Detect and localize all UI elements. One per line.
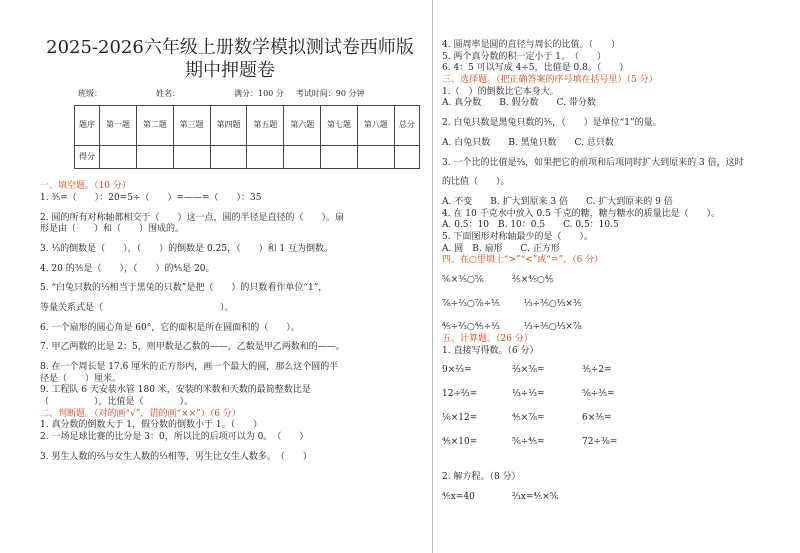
judge-5: 5. 两个真分数的积一定小于 1。 （ ） [442, 51, 607, 62]
section-fill-blank: 一、填空题。（10 分） [40, 181, 131, 192]
calc-row [442, 389, 787, 401]
compare-item: ⅖×⅘○⅘ [512, 275, 554, 285]
compare-row [442, 299, 787, 311]
calc-item: 9×⅔= [442, 365, 472, 376]
choice-1-options: A. 真分数 B. 假分数 C. 带分数 [442, 98, 596, 109]
score-cell[interactable] [173, 146, 210, 169]
score-table-col: 第四题 [210, 106, 247, 146]
section-true-false: 二、判断题。（对的画“√”，错的画“××”）（6 分） [40, 408, 241, 419]
choice-3: 3. 一个比的比值是⅔，如果把它的前项和后项同时扩大到原来的 3 倍，这时 [442, 157, 744, 168]
score-table-col: 第五题 [247, 106, 284, 146]
choice-1: 1.（ ）的倒数比它本身大。 [442, 86, 559, 97]
equation-row [442, 492, 787, 504]
calc-row [442, 365, 787, 377]
score-cell[interactable] [136, 146, 173, 169]
judge-2: 2. 一场足球比赛的比分是 3：0，所以比的后项可以为 0。 （ ） [40, 432, 309, 443]
score-cell[interactable] [100, 146, 137, 169]
judge-6: 6. 4：5 可以写成 4÷5，比值是 0.8。（ ） [442, 63, 629, 74]
score-cell[interactable] [321, 146, 358, 169]
choice-5: 5. 下面图形对称轴最少的是（ ）。 [442, 231, 593, 242]
compare-item: ⅘÷⅔○⅘÷⅓ [442, 322, 500, 333]
compare-item: ⅞÷⅔○⅞÷⅕ [442, 298, 500, 309]
section-calculation: 五、计算题。（26 分） [442, 334, 533, 345]
equation-item: ⅔x=⅘×⅚ [512, 491, 559, 502]
question-5-cont: 等量关系式是（ ）。 [40, 302, 234, 313]
choice-4: 4. 在 10 千克水中放入 0.5 千克的糖，糖与糖水的质量比是（ ）。 [442, 208, 721, 219]
choice-2: 2. 白兔只数是黑兔只数的⅗，（ ）是单位“1”的量。 [442, 118, 662, 129]
time-label: 考试时间：90 分钟 [295, 88, 365, 98]
question-8-cont: 径是（ ）厘米。 [40, 373, 122, 384]
question-8: 8. 在一个周长是 17.6 厘米的正方形内，画一个最大的圆，那么这个圆的半 [40, 362, 339, 373]
question-3: 3. ⅓的倒数是（ ），（ ）的倒数是 0.25，（ ）和 1 互为倒数。 [40, 243, 334, 254]
right-column [442, 40, 787, 504]
left-column [40, 36, 420, 464]
judge-1: 1. 真分数的倒数大于 1，假分数的倒数小于 1。（ ） [40, 420, 263, 431]
compare-item: ⅓÷⅗○⅓×⅞ [523, 322, 582, 333]
score-table-col: 第六题 [284, 106, 321, 146]
calc-item: 72÷⅜= [582, 436, 618, 447]
page-subtitle: 期中押题卷 [185, 60, 275, 82]
compare-row [442, 322, 787, 334]
choice-3-options: A. 不变 B. 扩大到原来 3 倍 C. 扩大到原来的 9 倍 [442, 196, 673, 207]
calc-item: ⅚÷⅘= [512, 436, 545, 447]
calc-item: ⅓÷⅓= [512, 389, 545, 400]
calc-item: 6×⅗= [582, 412, 612, 423]
equation-title: 2. 解方程。（8 分） [442, 472, 521, 483]
question-1: 1. ⅗=（ ）：20=5÷（ ）=——=（ ）：35 [40, 192, 262, 203]
question-6: 6. 一个扇形的圆心角是 60°，它的面积是所在圆面积的（ ）。 [40, 322, 300, 333]
question-5: 5. “白兔只数的⅓相当于黑兔的只数”是把（ ）的只数看作单位“1”， [40, 283, 328, 294]
question-9: 9. 工程队 6 天安装水管 180 米，安装的米数和天数的最简整数比是 [40, 385, 311, 396]
calc-item: ⅙×12= [442, 412, 478, 423]
exam-meta [78, 89, 420, 99]
calc-item: 12÷⅔= [442, 389, 478, 400]
judge-4: 4. 圆周率是圆的直径与周长的比值。（ ） [442, 40, 620, 50]
choice-3-cont: 的比值（ ）。 [442, 177, 510, 188]
calc-row [442, 437, 787, 449]
score-cell[interactable] [357, 146, 394, 169]
calc-item: ⅘×⅞= [512, 412, 545, 423]
name-label: 姓名： [156, 88, 180, 98]
score-table-col: 总分 [394, 106, 419, 146]
question-7: 7. 甲乙两数的比是 2：5，则甲数是乙数的——，乙数是甲乙两数和的——。 [40, 342, 345, 353]
question-9-cont: （ ），比值是（ ）。 [40, 397, 194, 408]
score-table-col: 第八题 [357, 106, 394, 146]
calc-item: ⅗÷2= [582, 365, 612, 376]
equation-item: ⅘x=40 [442, 491, 475, 502]
page-title: 2025-2026六年级上册数学模拟测试卷西师版 [46, 37, 414, 58]
score-table-row-head: 题序 [75, 106, 100, 146]
question-4: 4. 20 的⅗是（ ），（ ）的⅘是 20。 [40, 263, 215, 274]
score-cell[interactable] [210, 146, 247, 169]
calc-item: ⅔×⅜= [512, 365, 545, 376]
score-table-col: 第七题 [321, 106, 358, 146]
score-cell[interactable] [284, 146, 321, 169]
calc-title: 1. 直接写得数。（6 分） [442, 345, 539, 356]
score-cell[interactable] [394, 146, 419, 169]
class-label: 班级： [78, 88, 102, 98]
score-label: 满分：100 分 [234, 88, 284, 98]
question-2: 2. 圆的所有对称轴都相交于（ ）这一点，圆的半径是直径的（ ）。扇 [40, 212, 344, 223]
column-divider [432, 0, 433, 553]
score-table-col: 第三题 [173, 106, 210, 146]
score-table-col: 第一题 [100, 106, 137, 146]
score-cell[interactable] [247, 146, 284, 169]
calc-item: ⅝÷⅗= [582, 389, 615, 400]
score-table-col: 第二题 [136, 106, 173, 146]
judge-3: 3. 男生人数的⅔与女生人数的⅓相等，男生比女生人数多。 （ ） [40, 451, 312, 462]
score-table [74, 105, 420, 169]
choice-5-options: A. 圆 B. 扇形 C. 正方形 [442, 243, 560, 254]
question-2-cont: 形是由（ ）和（ ）围成的。 [40, 224, 185, 235]
compare-row [442, 275, 787, 287]
section-compare: 四、在○里填上“>”“<”或“=”。（6 分） [442, 255, 604, 266]
compare-item: ⅚×⅗○⅚ [442, 275, 484, 285]
score-table-score-head: 得分 [75, 146, 100, 169]
calc-row [442, 413, 787, 425]
compare-item: ⅓÷⅗○⅓×⅗ [523, 298, 582, 309]
calc-item: ⅘×10= [442, 436, 478, 447]
choice-2-options: A. 白兔只数 B. 黑兔只数 C. 总只数 [442, 137, 614, 148]
section-choice: 三、选择题。（把正确答案的序号填在括号里）（5 分） [442, 75, 658, 86]
choice-4-options: A. 0.5：10 B. 10：0.5 C. 0.5：10.5 [442, 220, 619, 231]
